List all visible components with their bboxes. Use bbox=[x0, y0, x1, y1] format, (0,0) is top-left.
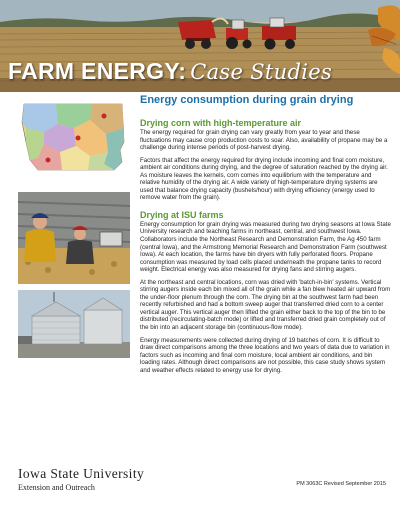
banner-title-main: FARM ENERGY: bbox=[8, 58, 187, 84]
iowa-map-image bbox=[18, 98, 130, 184]
paragraph: Energy measurements were collected during drying of 19 batches of corn. It is difficult to draw direct comparisons among the three locations and two years of data due to variation in factors such as incoming and final corn moisture, local ambient air conditions, and bin loading rates. Although direct comparisons are not possible, this case study shows system and weather effects related to energy use for drying. bbox=[140, 336, 390, 374]
paragraph: The energy required for grain drying can vary greatly from year to year and these fluctuations may cause crop production costs to soar. Also, availability of propane may be a challenge during intense periods of post-harvest drying. bbox=[140, 129, 388, 152]
iowa-soil-map bbox=[18, 98, 130, 184]
section-heading-drying-corn: Drying corn with high-temperature air bbox=[140, 118, 302, 128]
grain-bin-workers-illustration bbox=[18, 192, 130, 284]
banner-title bbox=[8, 58, 332, 85]
paragraph: At the northeast and central locations, corn was dried with 'batch-in-bin' systems. Vertical stirring augers inside each bin mixed all of the grain while a fan blew heated air upward from the under-floor plenum through the corn. The drying bin at the southwest farm had been recently refurbished and had a bottom sweep auger that transferred dried corn to a center vertical auger. This vertical auger then lifted the grain either back to the top of the bin to be distributed (recirculating-batch mode) or lifted and transferred dried grain completely out of the bin into an adjacent storage bin (continuous-flow mode). bbox=[140, 278, 391, 332]
grain-bins-illustration bbox=[18, 290, 130, 358]
grain-bins-photo bbox=[18, 290, 130, 358]
banner-title-sub: Case Studies bbox=[190, 60, 333, 84]
page-title: Energy consumption during grain drying bbox=[140, 94, 354, 106]
section-heading-isu-farms: Drying at ISU farms bbox=[140, 209, 224, 220]
main-content bbox=[136, 94, 392, 379]
header-banner bbox=[0, 0, 400, 92]
workers-photo bbox=[18, 192, 130, 284]
university-logo bbox=[18, 466, 144, 492]
publication-info: PM 3063C Revised September 2015 bbox=[296, 481, 386, 487]
paragraph: Factors that affect the energy required for drying include incoming and final corn moisture, ambient air conditions during drying, and the degree of saturation reached by the drying air. As moisture leaves the kernels, corn comes into equilibrium with the temperature and relative humidity of the drying air. A wide variety of high-temperature drying systems are used that balance drying capacity (bushels/hour) with drying efficiency (energy used to remove water from the grain). bbox=[140, 156, 388, 202]
paragraph: Energy consumption for grain drying was measured during two drying seasons at Iowa State University research and teaching farms in northeast, central, and southwest Iowa. Collaborators include the Northeast Research and Demonstration Farm, the Ag 450 farm (central Iowa), and the Armstrong Memorial Research and Demonstration Farm (southwest Iowa). At each location, the farms have bin dryers with fully perforated floors. Propane consumption was measured by load cells placed underneath the propane tanks to record weight. Electrical energy was also measured for drying fans and stirring augers. bbox=[140, 220, 391, 274]
extension-label: Extension and Outreach bbox=[18, 483, 95, 492]
university-name: Iowa State University bbox=[18, 466, 145, 481]
